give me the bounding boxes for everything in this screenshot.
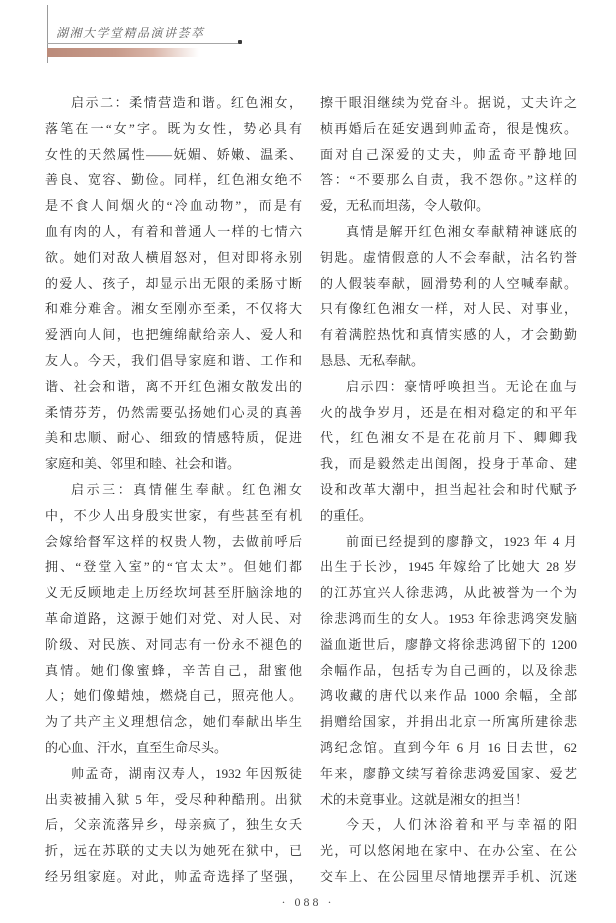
text-line: 只有像红色湘女一样，对人民、对事业，: [320, 301, 577, 317]
text-line: 擦干眼泪继续为党奋斗。据说，丈夫许之: [320, 95, 577, 110]
text-line: 欲。她们对敌人横眉怒对，但对即将永别: [45, 249, 302, 265]
text-line: 经另组家庭。对此，帅孟奇选择了坚强，: [45, 868, 302, 884]
text-line: 后，父亲流落异乡，母亲疯了，独生女夭: [45, 817, 302, 833]
text-line: 恳恳、无私奉献。: [320, 352, 425, 368]
text-line: 余幅作品，包括专为自己画的，以及徐悲: [320, 662, 577, 678]
text-line: 桢再婚后在延安遇到帅孟奇，很是愧疚。: [320, 120, 577, 136]
text-line: 术的未竟事业。这就是湘女的担当！: [320, 791, 529, 807]
text-line: 义无反顾地走上历经坎坷甚至肝脑涂地的: [45, 585, 302, 601]
text-line: 鸿收藏的唐代以来作品 1000 余幅，全部: [320, 688, 577, 704]
text-line: 钥匙。虚情假意的人不会奉献，沽名钓誉: [320, 249, 577, 265]
text-line: 光，可以悠闲地在家中、在办公室、在公: [320, 843, 577, 859]
text-line: 我，而是毅然走出闺阁，投身于革命、建: [320, 456, 577, 472]
text-column-left: [45, 90, 302, 890]
text-line: 家庭和美、邻里和睦、社会和谐。: [45, 456, 241, 472]
page-number: · 088 ·: [281, 895, 335, 909]
text-line: 的江苏宜兴人徐悲鸿，从此被誉为一个为: [320, 585, 577, 601]
text-line: 徐悲鸿而生的女人。1953 年徐悲鸿突发脑: [320, 610, 577, 626]
text-line: 溢血逝世后，廖静文将徐悲鸿留下的 1200: [320, 636, 577, 652]
text-columns: [45, 90, 577, 890]
page-header: [0, 0, 616, 70]
text-line: 有着满腔热忱和真情实感的人，才会勤勤: [320, 327, 577, 343]
text-line: 交车上、在公园里尽情地摆弄手机、沉迷: [320, 868, 577, 884]
text-line: 启示二：柔情营造和谐。红色湘女，: [71, 95, 302, 110]
text-line: 代，红色湘女不是在花前月下、卿卿我: [320, 430, 577, 446]
text-line: 真情是解开红色湘女奉献精神谜底的: [346, 223, 577, 239]
text-line: 今天，人们沐浴着和平与幸福的阳: [346, 817, 577, 833]
text-line: 阶级、对民族、对同志有一份永不褪色的: [45, 636, 302, 652]
text-line: 的心血、汗水，直至生命尽头。: [45, 739, 228, 755]
text-line: 友人。今天，我们倡导家庭和谐、工作和: [45, 352, 302, 368]
text-line: 谐、社会和谐，离不开红色湘女散发出的: [45, 378, 302, 394]
text-line: 捐赠给国家，并捐出北京一所寓所建徐悲: [320, 714, 577, 730]
text-line: 的爱人、孩子，却显示出无限的柔肠寸断: [45, 275, 302, 291]
text-line: 启示三：真情催生奉献。红色湘女: [71, 481, 302, 497]
text-line: 鸿纪念馆。直到今年 6 月 16 日去世，62: [320, 739, 577, 755]
text-line: 爱，无私而坦荡，令人敬仰。: [320, 198, 490, 214]
header-accent-bar: [47, 48, 199, 57]
text-line: 是不食人间烟火的“冷血动物”，而是有: [45, 198, 302, 214]
text-line: 爱洒向人间，也把缠绵献给亲人、爱人和: [45, 327, 302, 343]
text-line: 柔情芬芳，仍然需要弘扬她们心灵的真善: [45, 404, 302, 420]
text-line: 善良、宽容、勤俭。同样，红色湘女绝不: [45, 172, 302, 188]
text-line: 设和改革大潮中，担当起社会和时代赋予: [320, 481, 577, 497]
text-line: 真情。她们像蜜蜂，辛苦自己，甜蜜他: [45, 662, 302, 678]
text-line: 出生于长沙，1945 年嫁给了比她大 28 岁: [320, 559, 577, 575]
text-line: 女性的天然属性——妩媚、娇嫩、温柔、: [45, 146, 302, 162]
text-line: 中，不少人出身殷实世家，有些甚至有机: [45, 507, 302, 523]
text-line: 人；她们像蜡烛，燃烧自己，照亮他人。: [45, 688, 302, 704]
text-line: 面对自己深爱的丈夫，帅孟奇平静地回: [320, 146, 577, 162]
booklet-title: 湖湘大学堂精品演讲荟萃: [56, 26, 205, 40]
text-line: 帅孟奇，湖南汉寿人，1932 年因叛徒: [71, 765, 302, 781]
text-line: 答：“不要那么自责，我不怨你。”这样的: [320, 172, 577, 188]
text-line: 出卖被捕入狱 5 年，受尽种种酷刑。出狱: [45, 791, 302, 807]
text-line: 年来，廖静文续写着徐悲鸿爱国家、爱艺: [320, 765, 577, 781]
text-line: 美和忠顺、耐心、细致的情感特质，促进: [45, 430, 302, 446]
text-column-right: [320, 90, 577, 890]
text-line: 为了共产主义理想信念，她们奉献出毕生: [45, 714, 302, 730]
text-line: 革命道路，这源于她们对党、对人民、对: [45, 610, 302, 626]
text-line: 血有肉的人，有着和普通人一样的七情六: [45, 223, 302, 239]
text-line: 火的战争岁月，还是在相对稳定的和平年: [320, 404, 577, 420]
text-line: 启示四：豪情呼唤担当。无论在血与: [346, 378, 577, 394]
text-line: 和难分难舍。湘女至刚亦至柔，不仅将大: [45, 301, 302, 317]
text-line: 落笔在一“女”字。既为女性，势必具有: [45, 120, 302, 136]
text-line: 拥、“登堂入室”的“官太太”。但她们都: [45, 559, 302, 575]
text-line: 的重任。: [320, 507, 373, 523]
text-line: 前面已经提到的廖静文，1923 年 4 月: [346, 533, 577, 549]
text-line: 会嫁给督军这样的权贵人物，去做前呼后: [45, 533, 302, 549]
header-horizontal-rule: [47, 43, 238, 44]
text-line: 折，远在苏联的丈夫以为她死在狱中，已: [45, 843, 302, 859]
header-rule-end-dot: [238, 40, 242, 44]
text-line: 的人假装奉献，圆滑势利的人空喊奉献。: [320, 275, 577, 291]
